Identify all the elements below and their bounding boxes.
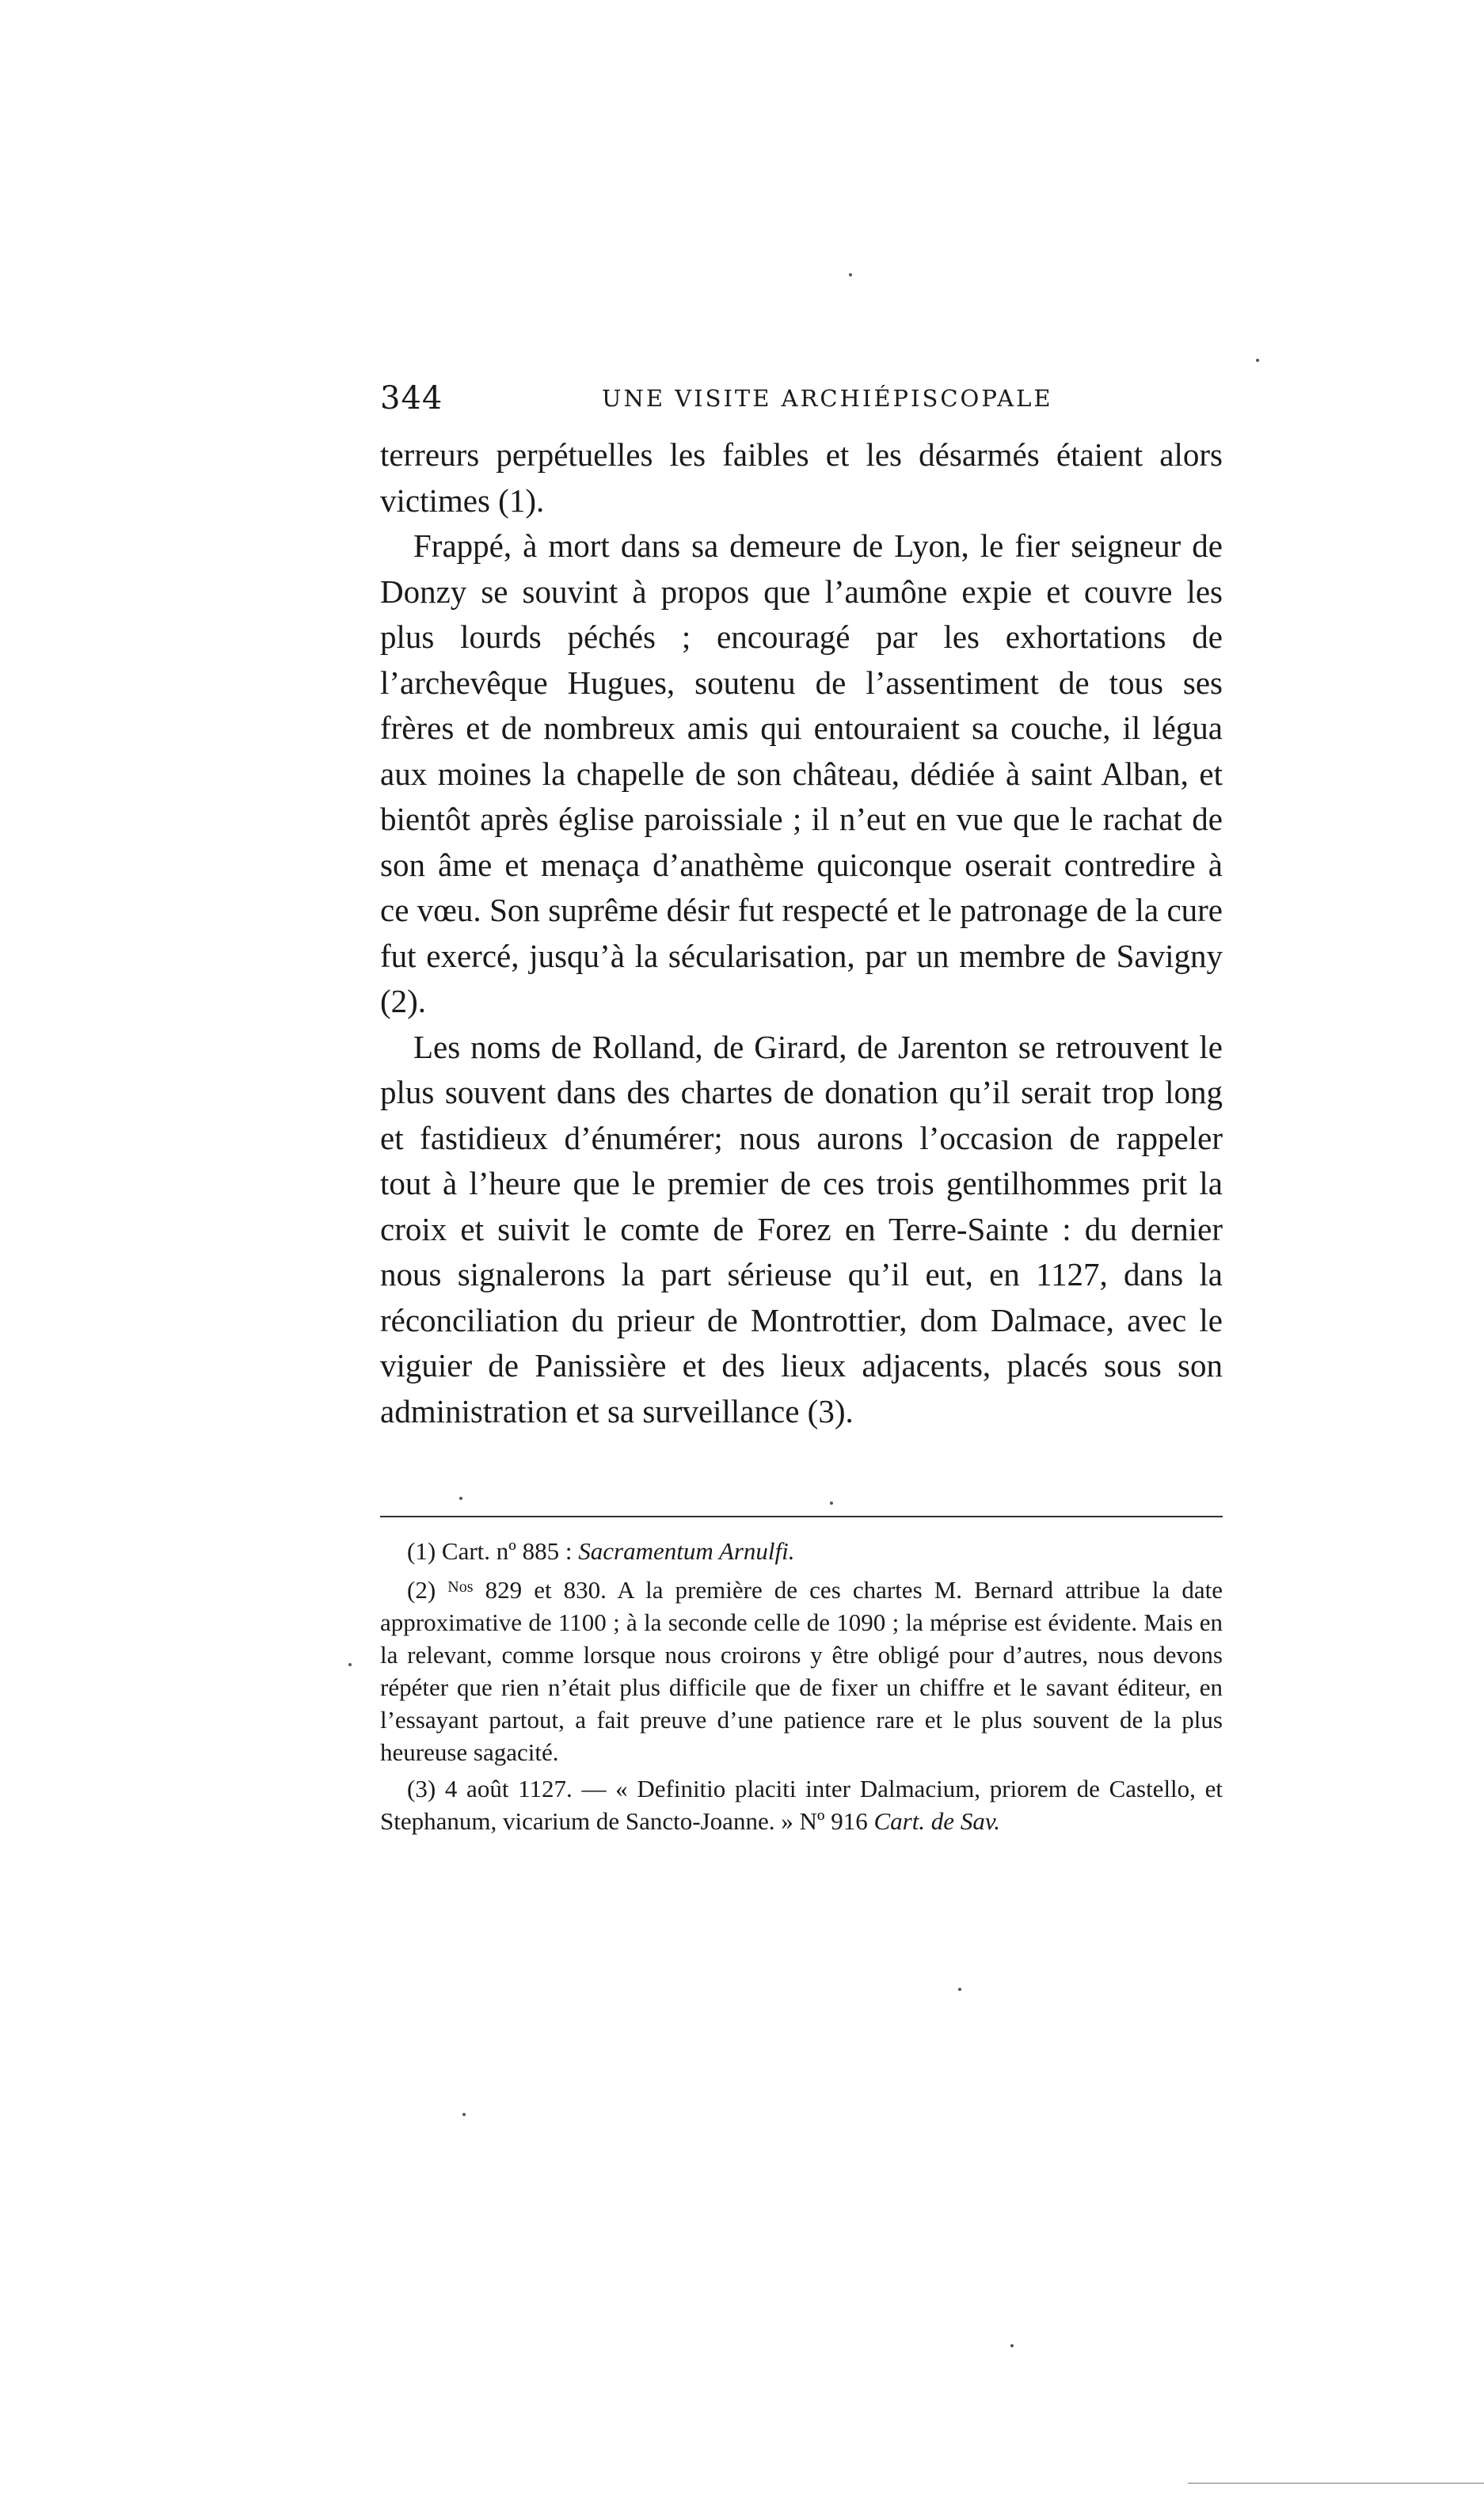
footnote-3 [380,1772,1223,1837]
paragraph-2: Frappé, à mort dans sa demeure de Lyon, le fier seigneur de Donzy se souvint à propos que l’aumône expie et couvre les plus lourds péchés ; encouragé par les exhortations de l’archevêque Hugues, soutenu de l’assentiment de tous ses frères et de nombreux amis qui entouraient sa couche, il légua aux moines la chapelle de son château, dédiée à saint Alban, et bientôt après église paroissiale ; il n’eut en vue que le rachat de son âme et menaça d’anathème quiconque oserait contredire à ce vœu. Son suprême désir fut respecté et le patronage de la cure fut exercé, jusqu’à la sécularisation, par un membre de Savigny (2). [380,527,1223,1019]
scan-speck [462,2113,466,2116]
paragraph-3: Les noms de Rolland, de Girard, de Jarenton se retrouvent le plus souvent dans des chartes de donation qu’il serait trop long et fastidieux d’énumérer; nous aurons l’occasion de rappeler tout à l’heure que le premier de ces trois gentilhommes prit la croix et suivit le comte de Forez en Terre-Sainte : du dernier nous signalerons la part sérieuse qu’il eut, en 1127, dans la réconciliation du prieur de Montrottier, dom Dalmace, avec le viguier de Panissière et des lieux adjacents, placés sous son administration et sa surveillance (3). [380,1028,1223,1429]
scan-speck [958,1988,961,1991]
scan-edge-line [1188,2483,1484,2484]
footnote-2-nos: Nos [447,1578,474,1596]
scan-speck [830,1502,833,1505]
scan-speck [459,1497,462,1500]
main-text [380,432,1223,1434]
running-head [380,380,1223,420]
scan-speck [348,1663,352,1666]
footnote-2: (2) $^{Nos}$ 829 et 830. A la première de ces chartes M. Bernard attribue la date approximative de 1100 ; à la seconde celle de 1090 ; la méprise est évidente. Mais en la relevant, comme lorsque nous croirons y être obligé pour d’autres, nous devons répéter que rien n’était plus difficile que de fixer un chiffre et le savant éditeur, en l’essayant partout, a fait preuve d’une patience rare et le plus souvent de la plus heureuse sagacité. [380,1576,1223,1766]
footnote-1 [380,1535,1223,1567]
scan-speck [1010,2344,1014,2347]
footnote-1-italic: Sacramentum Arnulfi. [578,1537,795,1565]
footnotes [380,1535,1223,1837]
footnote-3-text: (3) 4 août 1127. — « Definitio placiti inter Dalmacium, priorem de Castello, et Stephanum, vicarium de Sancto-Joanne. » Nº 916 [380,1775,1223,1835]
footnote-separator [380,1516,1223,1517]
paragraph-1: terreurs perpétuelles les faibles et les désarmés étaient alors victimes (1). [380,436,1223,519]
scan-speck [849,273,852,276]
scan-speck [1256,359,1259,362]
footnote-1-text: (1) Cart. nº 885 : [407,1537,579,1565]
footnote-3-italic: Cart. de Sav. [873,1807,1001,1835]
footnote-2-text: 829 et 830. A la première de ces chartes M. Bernard attribue la date approximative de 1100 ; à la seconde celle de 1090 ; la méprise est évidente. Mais en la relevant, comme lorsque nous croirons y être obligé pour d’autres, nous devons répéter que rien n’était plus difficile que de fixer un chiffre et le savant éditeur, en l’essayant partout, a fait preuve d’une patience rare et le plus souvent de la plus heureuse sagacité. [380,1576,1223,1766]
page-number: 344 [380,380,443,417]
running-title: UNE VISITE ARCHIÉPISCOPALE [602,385,1053,412]
